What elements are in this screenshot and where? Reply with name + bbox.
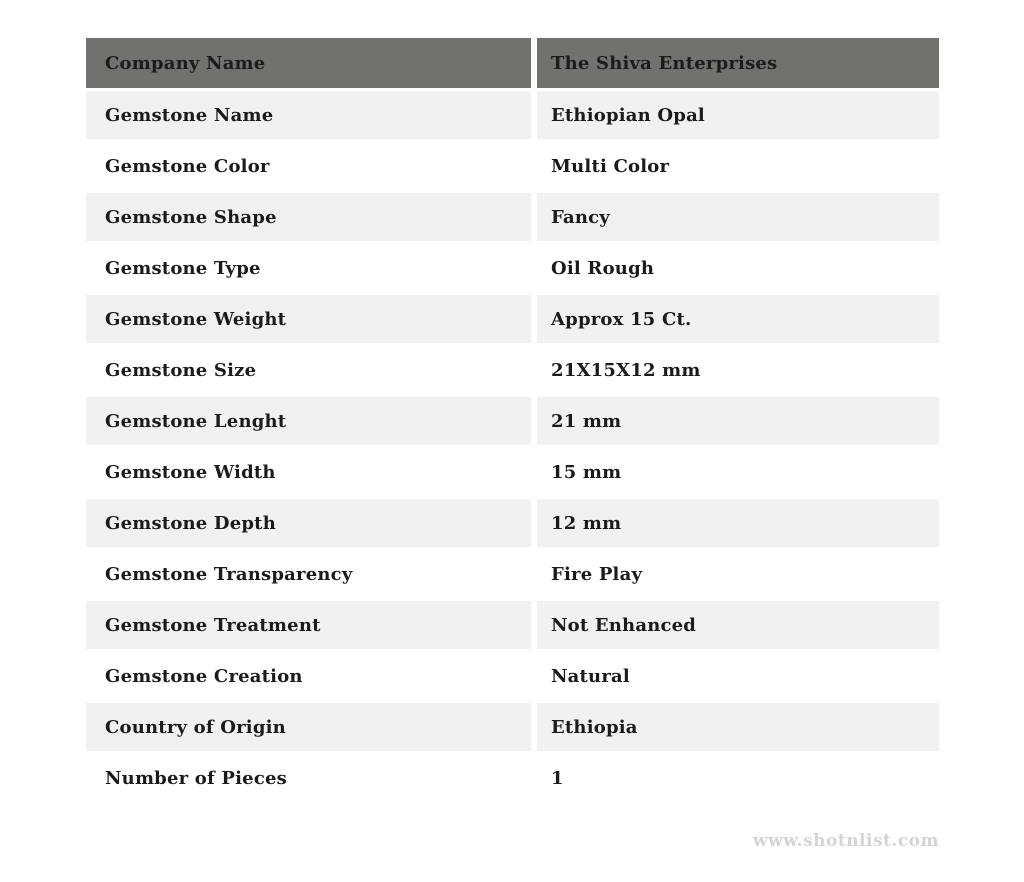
row-label: Gemstone Weight [86,295,531,343]
row-label: Gemstone Treatment [86,601,531,649]
row-value: Ethiopian Opal [537,91,939,139]
table-row [86,91,939,139]
table-row [86,295,939,343]
row-label: Gemstone Color [86,142,531,190]
row-value: Approx 15 Ct. [537,295,939,343]
row-value: 21X15X12 mm [537,346,939,394]
row-value: Not Enhanced [537,601,939,649]
table-row [86,652,939,700]
table-row [86,499,939,547]
table-row [86,193,939,241]
table-row [86,142,939,190]
table-row [86,397,939,445]
row-value: Fancy [537,193,939,241]
row-value: Oil Rough [537,244,939,292]
row-label: Number of Pieces [86,754,531,802]
row-value: Ethiopia [537,703,939,751]
table-row [86,244,939,292]
row-label: Gemstone Depth [86,499,531,547]
row-label: Gemstone Lenght [86,397,531,445]
row-value: 15 mm [537,448,939,496]
table-row [86,346,939,394]
row-label: Gemstone Transparency [86,550,531,598]
table-row [86,754,939,802]
header-company-value: The Shiva Enterprises [537,38,939,88]
table-row [86,703,939,751]
table-header-row [86,38,939,88]
table-row [86,550,939,598]
row-value: 21 mm [537,397,939,445]
gemstone-spec-table [86,38,939,805]
row-value: 12 mm [537,499,939,547]
table-row [86,448,939,496]
row-value: Fire Play [537,550,939,598]
row-label: Gemstone Width [86,448,531,496]
row-value: Multi Color [537,142,939,190]
row-label: Gemstone Shape [86,193,531,241]
row-label: Gemstone Size [86,346,531,394]
watermark-text: www.shotnlist.com [752,831,939,851]
row-label: Gemstone Name [86,91,531,139]
row-value: 1 [537,754,939,802]
row-label: Gemstone Type [86,244,531,292]
row-value: Natural [537,652,939,700]
row-label: Country of Origin [86,703,531,751]
header-company-label: Company Name [86,38,531,88]
table-row [86,601,939,649]
row-label: Gemstone Creation [86,652,531,700]
